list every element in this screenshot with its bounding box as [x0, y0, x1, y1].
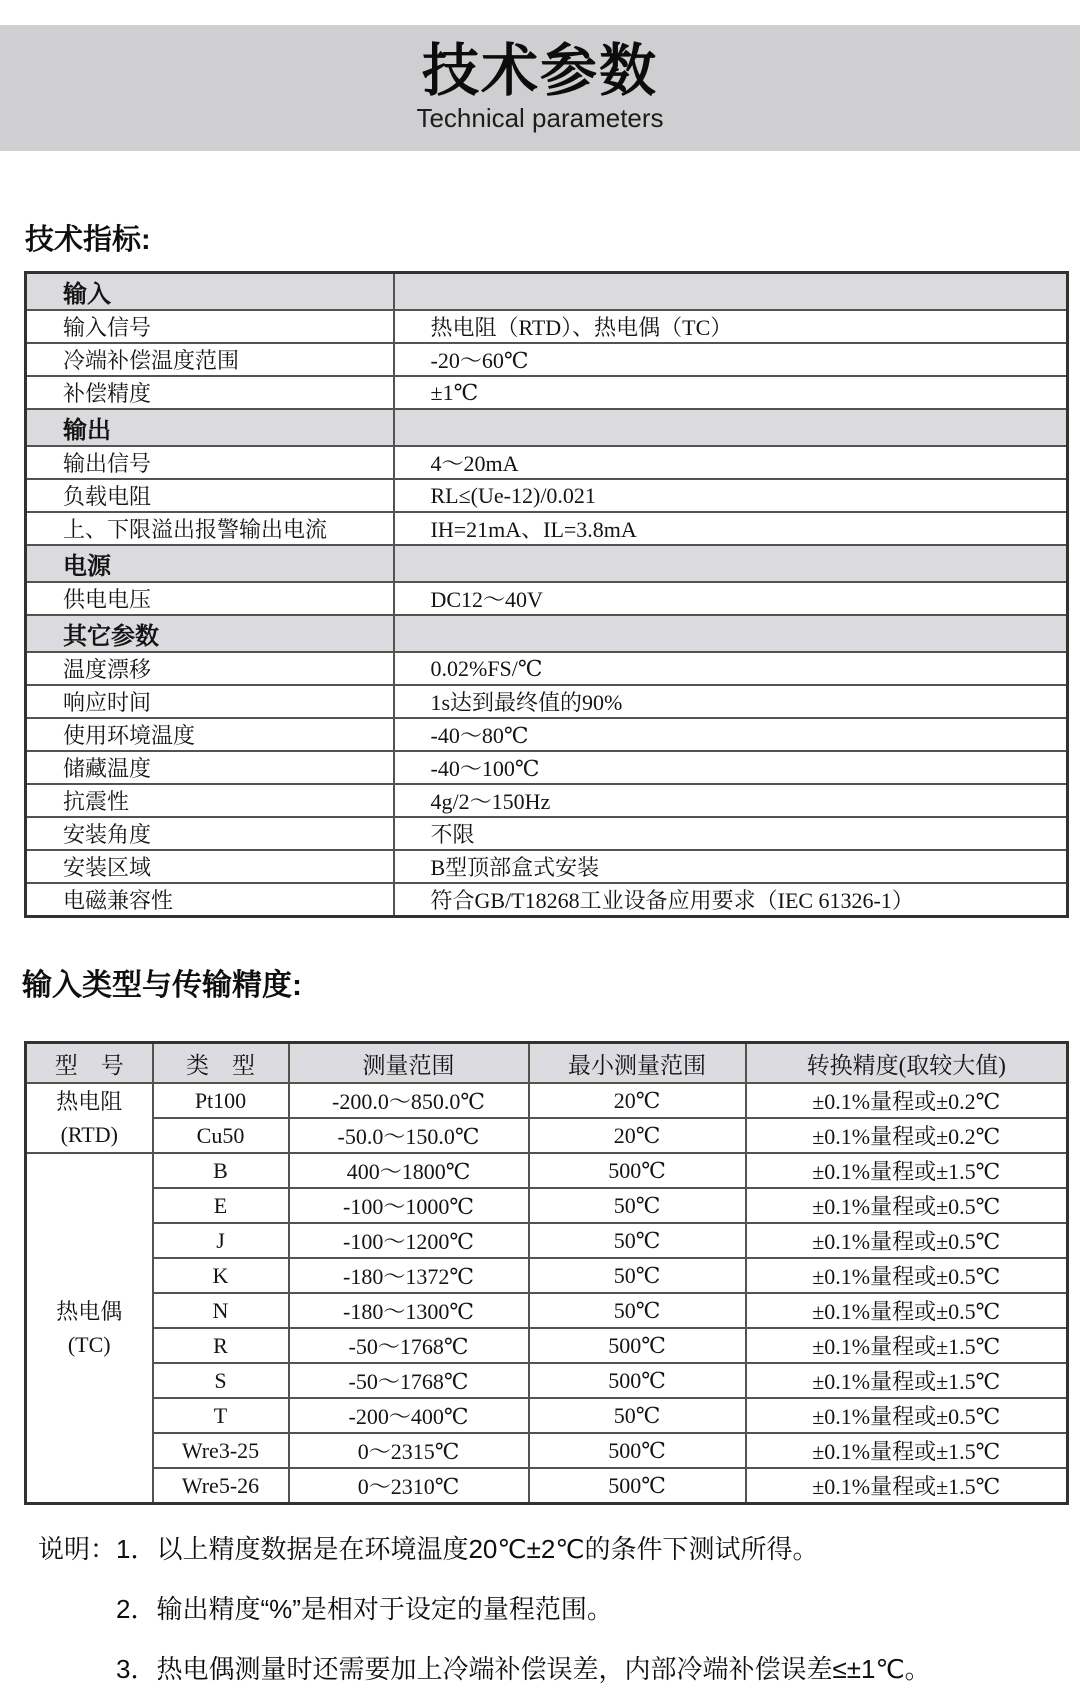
col-header-accuracy: 转换精度(取较大值) — [746, 1043, 1068, 1084]
cell-type: Wre3-25 — [153, 1433, 289, 1468]
spec-row — [26, 343, 1068, 376]
accuracy-table — [24, 1041, 1069, 1505]
model-rtd-line2: (RTD) — [60, 1122, 118, 1147]
model-tc-line2: (TC) — [67, 1332, 111, 1357]
accuracy-row — [26, 1223, 1068, 1258]
spec-row-value: 4g/2～150Hz — [394, 784, 1068, 817]
cell-accuracy: ±0.1%量程或±0.2℃ — [746, 1083, 1068, 1118]
spec-row-value: -40～100℃ — [394, 751, 1068, 784]
spec-row — [26, 718, 1068, 751]
cell-range: 400～1800℃ — [289, 1153, 529, 1188]
accuracy-row — [26, 1258, 1068, 1293]
note-text: 3．热电偶测量时还需要加上冷端补偿误差，内部冷端补偿误差≤±1℃。 — [116, 1654, 931, 1684]
spec-row-label: 抗震性 — [26, 784, 394, 817]
accuracy-header-row — [26, 1043, 1068, 1084]
spec-row — [26, 310, 1068, 343]
spec-row-label: 温度漂移 — [26, 652, 394, 685]
spec-table — [24, 271, 1069, 918]
spec-row-value: 不限 — [394, 817, 1068, 850]
cell-accuracy: ±0.1%量程或±1.5℃ — [746, 1328, 1068, 1363]
spec-row-value: 热电阻（RTD）、热电偶（TC） — [394, 310, 1068, 343]
spec-row-value: 1s达到最终值的90% — [394, 685, 1068, 718]
cell-min-range: 50℃ — [529, 1223, 746, 1258]
cell-type: J — [153, 1223, 289, 1258]
spec-row-label: 冷端补偿温度范围 — [26, 343, 394, 376]
spec-row — [26, 817, 1068, 850]
spec-section-row — [26, 545, 1068, 582]
accuracy-row — [26, 1363, 1068, 1398]
accuracy-table-body — [26, 1083, 1068, 1504]
spec-section-row — [26, 409, 1068, 446]
note-text: 2．输出精度“%”是相对于设定的量程范围。 — [116, 1594, 613, 1624]
note-text: 1．以上精度数据是在环境温度20℃±2℃的条件下测试所得。 — [116, 1534, 819, 1564]
note-line-3 — [38, 1653, 1080, 1685]
spec-row — [26, 850, 1068, 883]
cell-range: -200.0～850.0℃ — [289, 1083, 529, 1118]
spec-row — [26, 479, 1068, 512]
accuracy-row — [26, 1153, 1068, 1188]
cell-min-range: 50℃ — [529, 1398, 746, 1433]
spec-section-value-cell — [394, 615, 1068, 652]
cell-range: -100～1200℃ — [289, 1223, 529, 1258]
cell-type: T — [153, 1398, 289, 1433]
note-line-2 — [38, 1593, 1080, 1625]
spec-row-label: 响应时间 — [26, 685, 394, 718]
page-title: 技术参数 — [422, 38, 658, 103]
spec-section-row — [26, 615, 1068, 652]
cell-min-range: 20℃ — [529, 1083, 746, 1118]
spec-row-label: 输出信号 — [26, 446, 394, 479]
spec-row-value: 4～20mA — [394, 446, 1068, 479]
accuracy-row — [26, 1433, 1068, 1468]
spec-table-body — [26, 273, 1068, 917]
cell-accuracy: ±0.1%量程或±1.5℃ — [746, 1153, 1068, 1188]
spec-row-value: 符合GB/T18268工业设备应用要求（IEC 61326-1） — [394, 883, 1068, 917]
accuracy-section-heading: 输入类型与传输精度: — [22, 969, 302, 1002]
spec-row-value: 0.02%FS/℃ — [394, 652, 1068, 685]
model-tc-line1: 热电偶 — [56, 1299, 123, 1324]
note-line-1 — [38, 1533, 1080, 1565]
cell-type: S — [153, 1363, 289, 1398]
cell-accuracy: ±0.1%量程或±0.5℃ — [746, 1223, 1068, 1258]
spec-row-label: 电磁兼容性 — [26, 883, 394, 917]
spec-row — [26, 751, 1068, 784]
cell-type: K — [153, 1258, 289, 1293]
cell-accuracy: ±0.1%量程或±0.5℃ — [746, 1188, 1068, 1223]
cell-range: -200～400℃ — [289, 1398, 529, 1433]
spec-row-label: 补偿精度 — [26, 376, 394, 409]
spec-section-heading: 技术指标: — [25, 224, 151, 256]
cell-min-range: 50℃ — [529, 1188, 746, 1223]
cell-min-range: 500℃ — [529, 1363, 746, 1398]
cell-range: -100～1000℃ — [289, 1188, 529, 1223]
col-header-type: 类 型 — [153, 1043, 289, 1084]
cell-range: 0～2310℃ — [289, 1468, 529, 1504]
spec-row-value: IH=21mA、IL=3.8mA — [394, 512, 1068, 545]
spec-section-value-cell — [394, 273, 1068, 311]
cell-accuracy: ±0.1%量程或±0.2℃ — [746, 1118, 1068, 1153]
spec-row-label: 安装角度 — [26, 817, 394, 850]
spec-row-value: ±1℃ — [394, 376, 1068, 409]
notes-block — [38, 1533, 1080, 1685]
page-subtitle: Technical parameters — [416, 103, 664, 134]
cell-min-range: 500℃ — [529, 1328, 746, 1363]
accuracy-row — [26, 1398, 1068, 1433]
spec-row-value: -40～80℃ — [394, 718, 1068, 751]
spec-row — [26, 582, 1068, 615]
accuracy-row — [26, 1328, 1068, 1363]
notes-prefix: 说明： — [38, 1534, 117, 1564]
spec-row-label: 供电电压 — [26, 582, 394, 615]
cell-type: Pt100 — [153, 1083, 289, 1118]
cell-range: -50～1768℃ — [289, 1328, 529, 1363]
spec-section-label: 其它参数 — [26, 615, 394, 652]
cell-type: N — [153, 1293, 289, 1328]
col-header-min-range: 最小测量范围 — [529, 1043, 746, 1084]
cell-range: -50～1768℃ — [289, 1363, 529, 1398]
model-cell-rtd — [26, 1083, 153, 1153]
accuracy-row — [26, 1118, 1068, 1153]
accuracy-row — [26, 1188, 1068, 1223]
cell-accuracy: ±0.1%量程或±1.5℃ — [746, 1363, 1068, 1398]
spec-row — [26, 512, 1068, 545]
cell-min-range: 500℃ — [529, 1468, 746, 1504]
datasheet-page — [0, 25, 1080, 1684]
spec-row — [26, 784, 1068, 817]
spec-section-row — [26, 273, 1068, 311]
spec-row — [26, 685, 1068, 718]
cell-type: R — [153, 1328, 289, 1363]
col-header-model: 型 号 — [26, 1043, 153, 1084]
spec-row-label: 储藏温度 — [26, 751, 394, 784]
cell-range: -50.0～150.0℃ — [289, 1118, 529, 1153]
spec-row-label: 使用环境温度 — [26, 718, 394, 751]
cell-range: -180～1300℃ — [289, 1293, 529, 1328]
col-header-range: 测量范围 — [289, 1043, 529, 1084]
spec-row-value: DC12～40V — [394, 582, 1068, 615]
accuracy-row — [26, 1468, 1068, 1504]
cell-type: Wre5-26 — [153, 1468, 289, 1504]
spec-row-label: 上、下限溢出报警输出电流 — [26, 512, 394, 545]
spec-section-value-cell — [394, 409, 1068, 446]
spec-row-label: 负载电阻 — [26, 479, 394, 512]
spec-section-value-cell — [394, 545, 1068, 582]
spec-row-label: 输入信号 — [26, 310, 394, 343]
cell-range: 0～2315℃ — [289, 1433, 529, 1468]
cell-accuracy: ±0.1%量程或±1.5℃ — [746, 1468, 1068, 1504]
spec-row — [26, 883, 1068, 917]
cell-min-range: 50℃ — [529, 1293, 746, 1328]
spec-row-value: B型顶部盒式安装 — [394, 850, 1068, 883]
spec-row — [26, 652, 1068, 685]
cell-type: B — [153, 1153, 289, 1188]
cell-min-range: 50℃ — [529, 1258, 746, 1293]
spec-section-label: 电源 — [26, 545, 394, 582]
cell-accuracy: ±0.1%量程或±1.5℃ — [746, 1433, 1068, 1468]
cell-accuracy: ±0.1%量程或±0.5℃ — [746, 1258, 1068, 1293]
model-cell-tc — [26, 1153, 153, 1504]
spec-section-label: 输入 — [26, 273, 394, 311]
spec-row-label: 安装区域 — [26, 850, 394, 883]
accuracy-table-head — [26, 1043, 1068, 1084]
cell-min-range: 20℃ — [529, 1118, 746, 1153]
spec-row — [26, 446, 1068, 479]
accuracy-row — [26, 1083, 1068, 1118]
spec-row-value: RL≤(Ue-12)/0.021 — [394, 479, 1068, 512]
title-banner — [0, 25, 1080, 151]
model-rtd-line1: 热电阻 — [56, 1089, 123, 1114]
cell-min-range: 500℃ — [529, 1153, 746, 1188]
spec-row — [26, 376, 1068, 409]
spec-row-value: -20～60℃ — [394, 343, 1068, 376]
accuracy-row — [26, 1293, 1068, 1328]
cell-type: Cu50 — [153, 1118, 289, 1153]
cell-accuracy: ±0.1%量程或±0.5℃ — [746, 1293, 1068, 1328]
cell-min-range: 500℃ — [529, 1433, 746, 1468]
spec-section-label: 输出 — [26, 409, 394, 446]
cell-type: E — [153, 1188, 289, 1223]
cell-accuracy: ±0.1%量程或±0.5℃ — [746, 1398, 1068, 1433]
cell-range: -180～1372℃ — [289, 1258, 529, 1293]
